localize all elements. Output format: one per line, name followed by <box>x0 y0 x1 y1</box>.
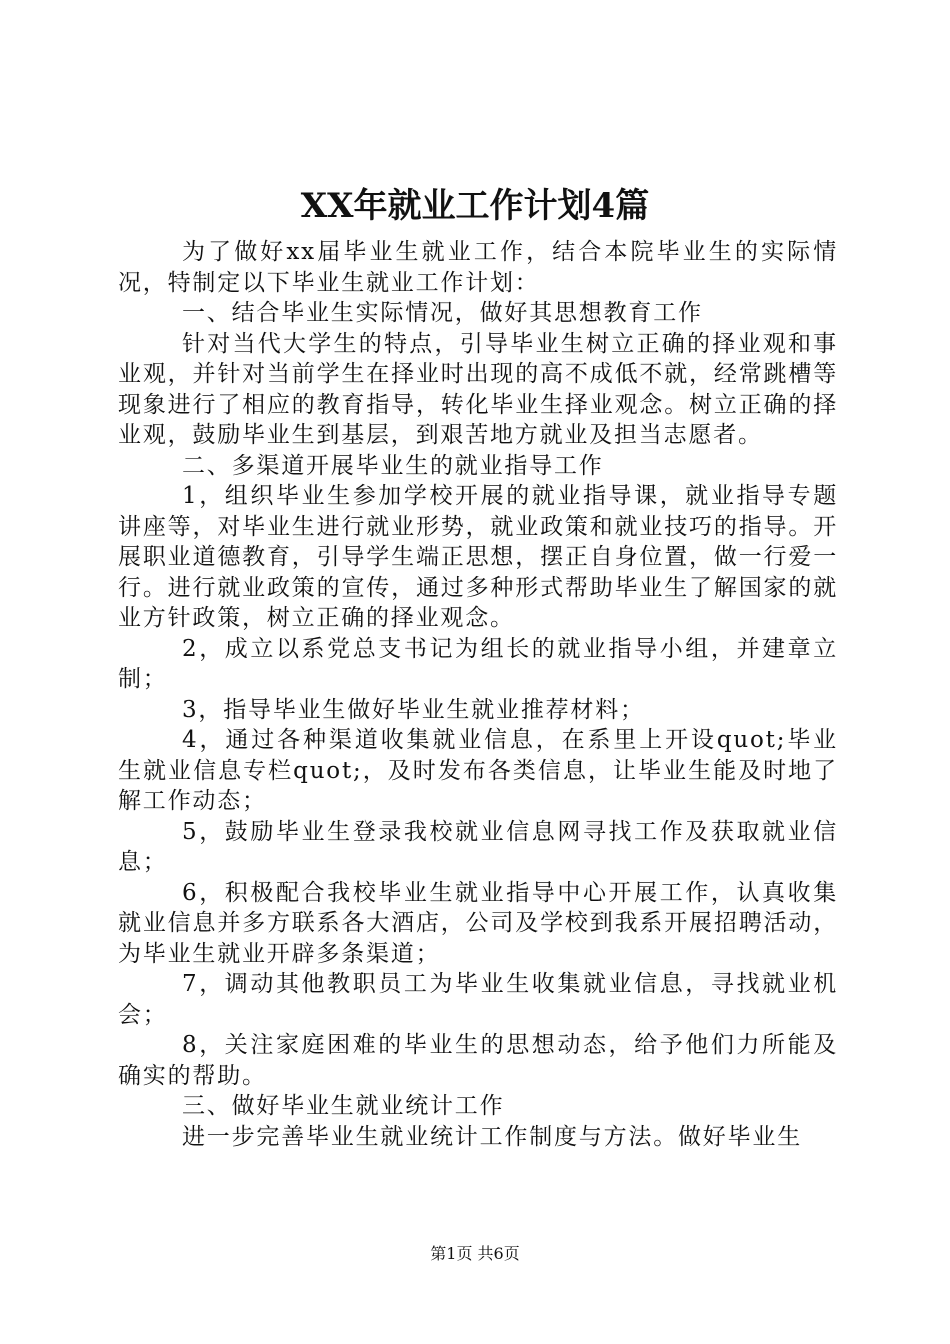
list-item-5: 5，鼓励毕业生登录我校就业信息网寻找工作及获取就业信息； <box>118 818 838 875</box>
list-item-7: 7，调动其他教职员工为毕业生收集就业信息，寻找就业机会； <box>118 971 838 1028</box>
list-item-3: 3，指导毕业生做好毕业生就业推荐材料； <box>182 696 645 723</box>
list-item-2: 2，成立以系党总支书记为组长的就业指导小组，并建章立制； <box>118 635 838 692</box>
document-body <box>118 237 838 1152</box>
list-item-4: 4，通过各种渠道收集就业信息，在系里上开设quot;毕业生就业信息专栏quot;，及时发布各类信息，让毕业生能及时地了解工作动态； <box>118 727 838 814</box>
document-title: XX年就业工作计划4篇 <box>300 186 650 226</box>
section-heading-3: 三、做好毕业生就业统计工作 <box>182 1093 505 1119</box>
paragraph-section-3: 进一步完善毕业生就业统计工作制度与方法。做好毕业生 <box>182 1123 802 1150</box>
section-heading-1: 一、结合毕业生实际情况，做好其思想教育工作 <box>182 300 703 326</box>
list-item-8: 8，关注家庭困难的毕业生的思想动态，给予他们力所能及确实的帮助。 <box>118 1032 838 1089</box>
section-heading-2: 二、多渠道开展毕业生的就业指导工作 <box>182 452 604 479</box>
list-item-1: 1，组织毕业生参加学校开展的就业指导课，就业指导专题讲座等，对毕业生进行就业形势，就业政策和就业技巧的指导。开展职业道德教育，引导学生端正思想，摆正自身位置，做一行爱一行。进行就业政策的宣传，通过多种形式帮助毕业生了解国家的就业方针政策，树立正确的择业观念。 <box>118 483 838 631</box>
list-item-6: 6，积极配合我校毕业生就业指导中心开展工作，认真收集就业信息并多方联系各大酒店，公司及学校到我系开展招聘活动，为毕业生就业开辟多条渠道； <box>118 879 838 967</box>
page-footer: 第1页 共6页 <box>430 1244 520 1263</box>
paragraph-intro: 为了做好xx届毕业生就业工作，结合本院毕业生的实际情况，特制定以下毕业生就业工作计划： <box>118 239 838 296</box>
paragraph-section-1: 针对当代大学生的特点，引导毕业生树立正确的择业观和事业观，并针对当前学生在择业时出现的高不成低不就，经常跳槽等现象进行了相应的教育指导，转化毕业生择业观念。树立正确的择业观，鼓励毕业生到基层，到艰苦地方就业及担当志愿者。 <box>118 330 838 448</box>
